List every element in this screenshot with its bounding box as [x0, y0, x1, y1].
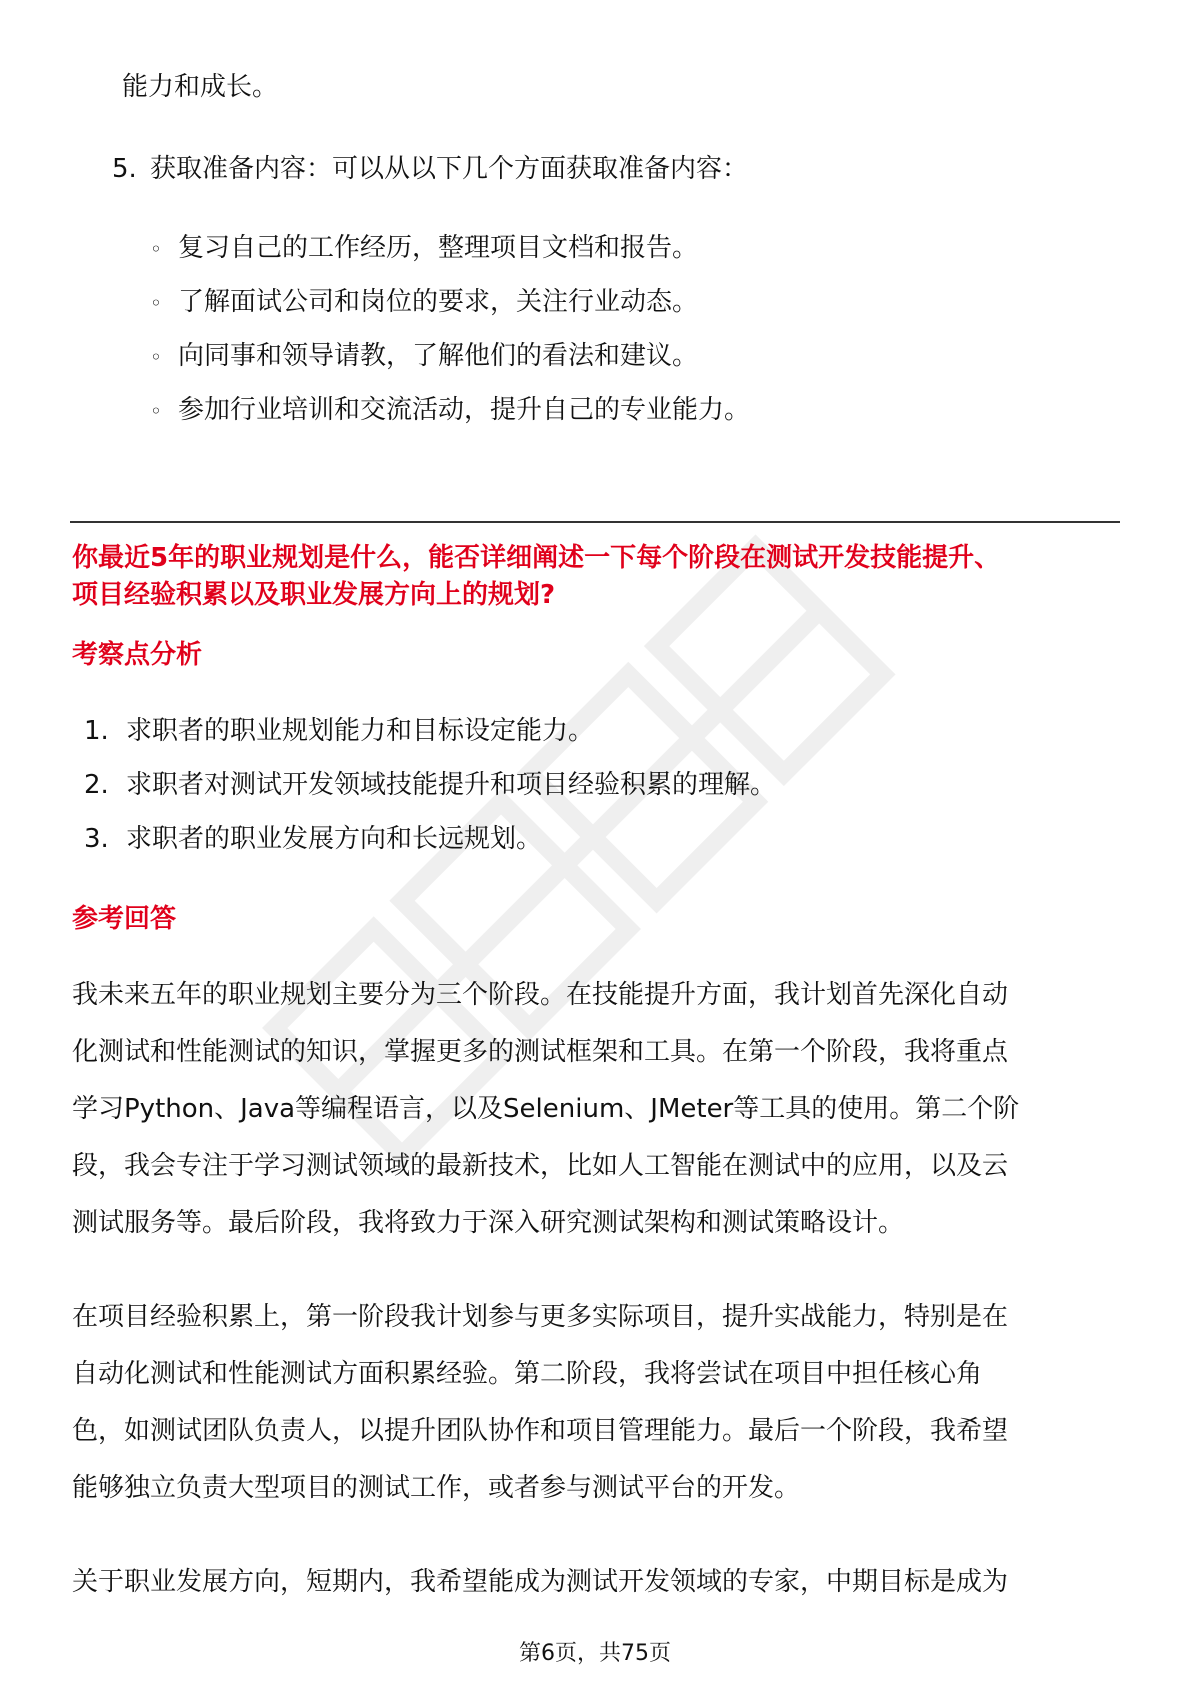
- bullet-item: [150, 339, 698, 374]
- list-number: 5.: [112, 154, 137, 184]
- analysis-item: [84, 714, 594, 748]
- bullet-item: [150, 393, 750, 428]
- paragraph-line: 关于职业发展方向，短期内，我希望能成为测试开发领域的专家，中期目标是成为: [72, 1567, 1009, 1597]
- bullet-text: 了解面试公司和岗位的要求，关注行业动态。: [178, 287, 699, 317]
- list-number: 3.: [84, 824, 109, 854]
- bullet-item: [150, 285, 698, 320]
- paragraph-line: 在项目经验积累上，第一阶段我计划参与更多实际项目，提升实战能力，特别是在: [72, 1302, 1009, 1332]
- list-item-text: 获取准备内容：可以从以下几个方面获取准备内容：: [150, 154, 749, 184]
- bullet-item: [150, 231, 698, 266]
- bullet-text: 向同事和领导请教，了解他们的看法和建议。: [178, 341, 699, 371]
- paragraph-line: 自动化测试和性能测试方面积累经验。第二阶段，我将尝试在项目中担任核心角: [72, 1359, 983, 1389]
- list-item-5: [112, 152, 748, 186]
- paragraph-line: 段，我会专注于学习测试领域的最新技术，比如人工智能在测试中的应用，以及云: [72, 1151, 1009, 1181]
- analysis-heading: 考察点分析: [72, 640, 203, 670]
- bullet-icon: ◦: [150, 237, 162, 261]
- bullet-icon: ◦: [150, 399, 162, 423]
- answer-paragraph: [72, 1289, 1120, 1517]
- paragraph-line: 我未来五年的职业规划主要分为三个阶段。在技能提升方面，我计划首先深化自动: [72, 980, 1009, 1010]
- question-line: 你最近5年的职业规划是什么，能否详细阐述一下每个阶段在测试开发技能提升、: [72, 543, 1001, 573]
- answer-paragraph: [72, 967, 1120, 1252]
- paragraph-line: 学习Python、Java等编程语言，以及Selenium、JMeter等工具的使用。第二个阶: [72, 1094, 1020, 1124]
- paragraph-line: 色，如测试团队负责人，以提升团队协作和项目管理能力。最后一个阶段，我希望: [72, 1416, 1009, 1446]
- list-item-text: 求职者的职业发展方向和长远规划。: [126, 824, 543, 854]
- list-item-text: 求职者的职业规划能力和目标设定能力。: [126, 716, 595, 746]
- previous-item-continuation: 能力和成长。: [122, 72, 279, 102]
- section-divider: [70, 521, 1120, 523]
- page-footer: 第6页，共75页: [519, 1641, 671, 1666]
- bullet-icon: ◦: [150, 291, 162, 315]
- paragraph-line: 测试服务等。最后阶段，我将致力于深入研究测试架构和测试策略设计。: [72, 1208, 905, 1238]
- bullet-icon: ◦: [150, 345, 162, 369]
- bullet-text: 参加行业培训和交流活动，提升自己的专业能力。: [178, 395, 751, 425]
- answer-heading: 参考回答: [72, 904, 177, 934]
- list-item-text: 求职者对测试开发领域技能提升和项目经验积累的理解。: [126, 770, 777, 800]
- analysis-item: [84, 822, 542, 856]
- interview-question: [72, 540, 1122, 614]
- list-number: 2.: [84, 770, 109, 800]
- bullet-text: 复习自己的工作经历，整理项目文档和报告。: [178, 233, 699, 263]
- paragraph-line: 能够独立负责大型项目的测试工作，或者参与测试平台的开发。: [72, 1473, 801, 1503]
- analysis-item: [84, 768, 776, 802]
- question-line: 项目经验积累以及职业发展方向上的规划?: [72, 580, 556, 610]
- list-number: 1.: [84, 716, 109, 746]
- paragraph-line: 化测试和性能测试的知识，掌握更多的测试框架和工具。在第一个阶段，我将重点: [72, 1037, 1009, 1067]
- answer-paragraph: [72, 1554, 1120, 1611]
